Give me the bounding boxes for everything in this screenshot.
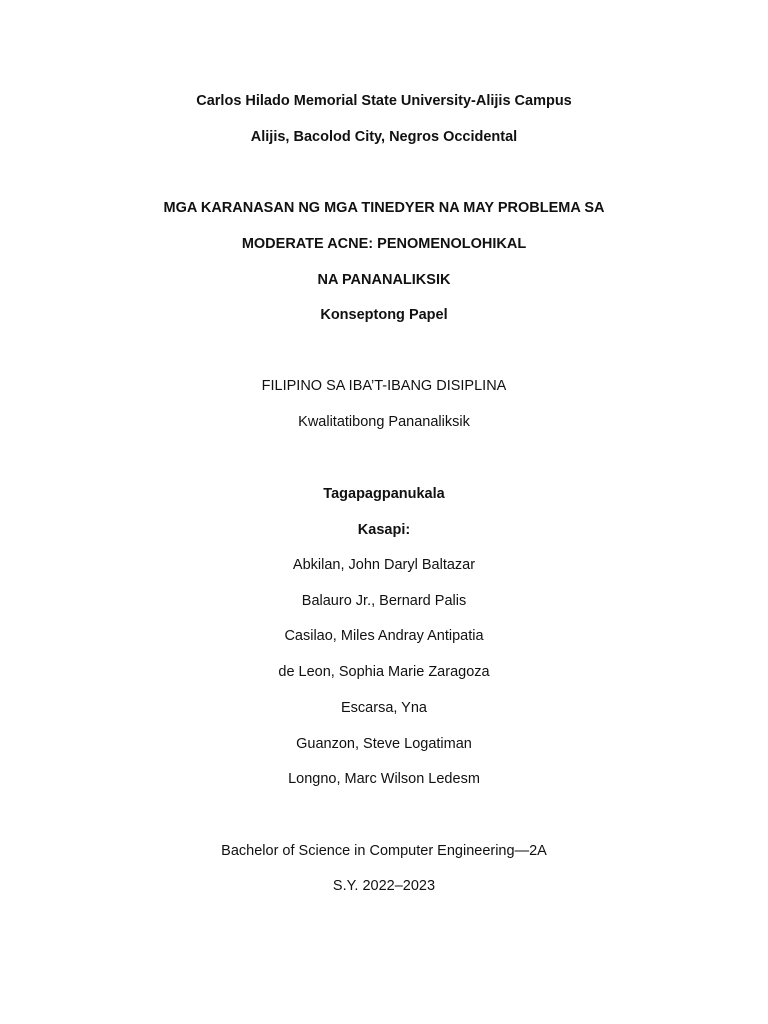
member-name: Balauro Jr., Bernard Palis — [301, 593, 467, 609]
research-type: Kwalitatibong Pananaliksik — [298, 414, 470, 430]
member-name: Longno, Marc Wilson Ledesm — [288, 771, 480, 787]
member-name: Escarsa, Yna — [341, 700, 427, 716]
degree-program: Bachelor of Science in Computer Engineering—2A — [221, 843, 547, 859]
title-line-3: NA PANANALIKSIK — [317, 272, 451, 288]
subject-name: FILIPINO SA IBA’T-IBANG DISIPLINA — [261, 378, 507, 394]
university-address: Alijis, Bacolod City, Negros Occidental — [250, 129, 518, 145]
member-name: Casilao, Miles Andray Antipatia — [284, 628, 484, 644]
title-line-1: MGA KARANASAN NG MGA TINEDYER NA MAY PROBLEMA SA — [163, 200, 605, 216]
member-name: Guanzon, Steve Logatiman — [296, 736, 472, 752]
member-name: Abkilan, John Daryl Baltazar — [292, 557, 476, 573]
member-name: de Leon, Sophia Marie Zaragoza — [278, 664, 490, 680]
proponents-heading: Tagapagpanukala — [323, 486, 445, 502]
university-name: Carlos Hilado Memorial State University-Alijis Campus — [196, 93, 572, 109]
title-line-2: MODERATE ACNE: PENOMENOLOHIKAL — [241, 236, 527, 252]
school-year: S.Y. 2022–2023 — [332, 878, 436, 894]
paper-type: Konseptong Papel — [320, 307, 448, 323]
members-label: Kasapi: — [357, 522, 411, 538]
